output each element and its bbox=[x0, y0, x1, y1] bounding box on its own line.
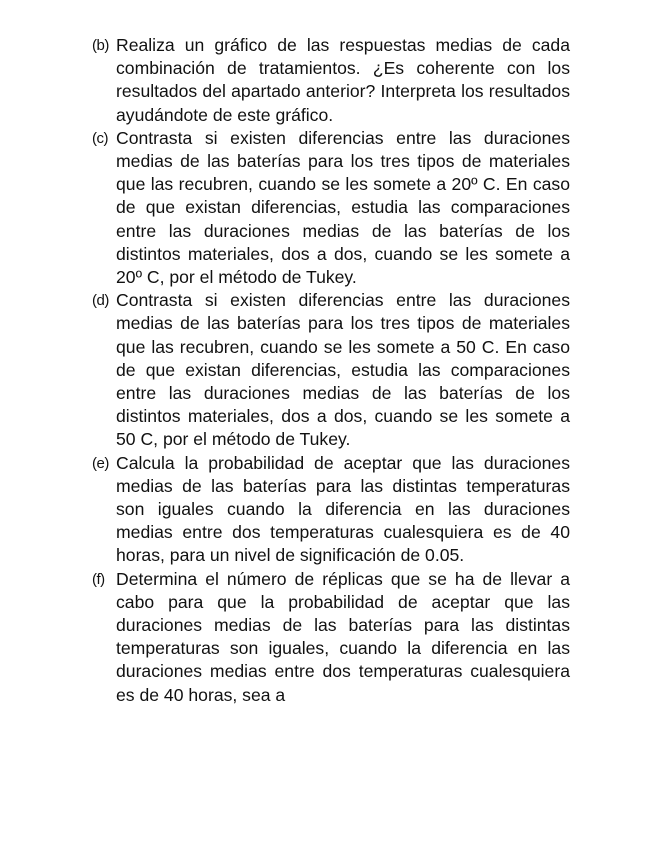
item-text: Realiza un gráfico de las respuestas medias de cada combinación de tratamientos. ¿Es coherente con los resultados del apartado anterior? Interpreta los resultados ayudándote de este gráfico. bbox=[116, 35, 570, 125]
item-marker: (d) bbox=[92, 292, 109, 310]
item-text: Calcula la probabilidad de aceptar que las duraciones medias de las baterías para las distintas temperaturas son iguales cuando la diferencia en las duraciones medias entre dos temperaturas cualesquiera es de 40 horas, para un nivel de significación de 0.05. bbox=[116, 452, 570, 566]
exercise-list bbox=[92, 34, 570, 707]
item-marker: (e) bbox=[92, 454, 109, 472]
exercise-item-f bbox=[92, 568, 570, 707]
exercise-item-e bbox=[92, 452, 570, 568]
item-marker: (f) bbox=[92, 570, 105, 588]
item-marker: (b) bbox=[92, 37, 109, 54]
exercise-item-c bbox=[92, 127, 570, 289]
item-text: Contrasta si existen diferencias entre las duraciones medias de las baterías para los tres tipos de materiales que las recubren, cuando se les somete a 50 C. En caso de que existan diferencias, estudia las comparaciones entre las duraciones medias de las baterías de los distintos materiales, dos a dos, cuando se les somete a 50 C, por el método de Tukey. bbox=[116, 290, 570, 450]
item-marker: (c) bbox=[92, 129, 108, 147]
exercise-item-d bbox=[92, 289, 570, 451]
exercise-item-b bbox=[92, 34, 570, 127]
item-text: Contrasta si existen diferencias entre las duraciones medias de las baterías para los tres tipos de materiales que las recubren, cuando se les somete a 20º C. En caso de que existan diferencias, estudia las comparaciones entre las duraciones medias de las baterías de los distintos materiales, dos a dos, cuando se les somete a 20º C, por el método de Tukey. bbox=[116, 127, 570, 288]
item-text: Determina el número de réplicas que se ha de llevar a cabo para que la probabilidad de aceptar que las duraciones medias de las baterías para las distintas temperaturas son iguales, cuando la diferencia en las duraciones medias entre dos temperaturas cualesquiera es de 40 horas, sea a bbox=[116, 568, 570, 705]
